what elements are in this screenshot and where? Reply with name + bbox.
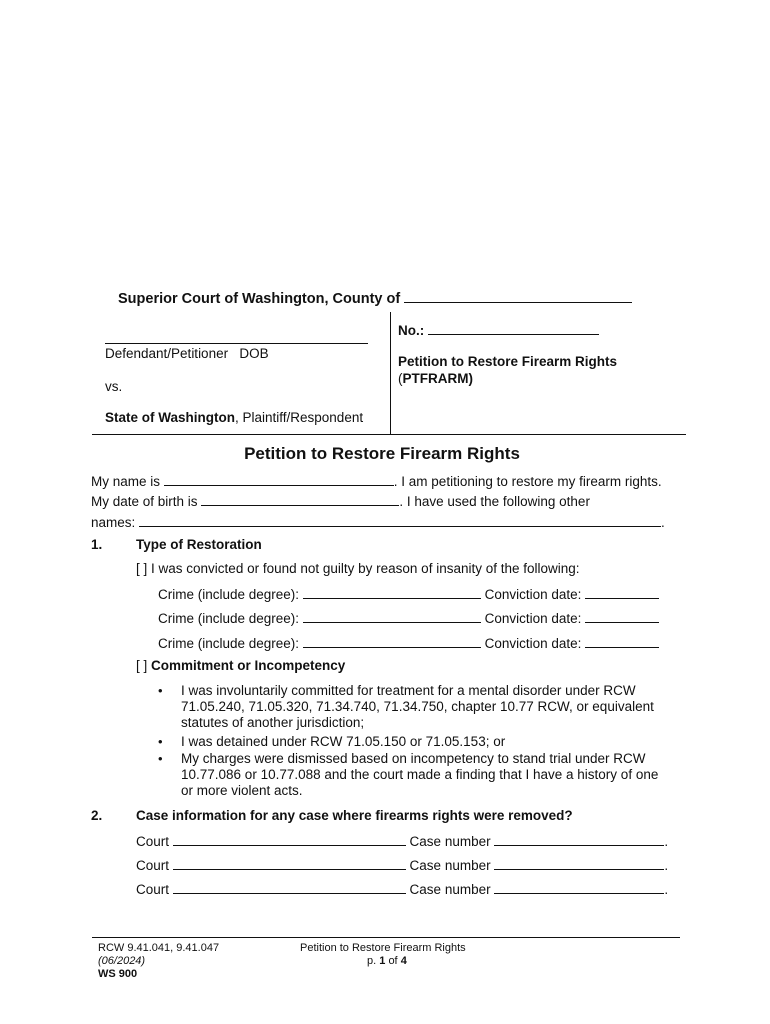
- name-line: My name is . I am petitioning to restore my firearm rights.: [91, 474, 662, 489]
- vs-label: vs.: [105, 379, 123, 394]
- commitment-option: [ ] Commitment or Incompetency: [136, 658, 346, 673]
- conviction-option: [ ] I was convicted or found not guilty by reason of insanity of the following:: [136, 561, 580, 576]
- bullet-line: I was detained under RCW 71.05.150 or 71.05.153; or: [181, 734, 506, 749]
- court-field[interactable]: [173, 832, 406, 846]
- section2-number: 2.: [91, 808, 103, 823]
- section1-heading: Type of Restoration: [136, 537, 262, 552]
- bullet-line: 10.77.086 or 10.77.088 and the court made a finding that I have a history of one: [181, 767, 659, 782]
- footer-rcw: RCW 9.41.041, 9.41.047: [98, 942, 220, 954]
- bullet-line: My charges were dismissed based on incompetency to stand trial under RCW: [181, 751, 646, 766]
- footer-date: (06/2024): [98, 955, 146, 967]
- caption-divider: [390, 312, 391, 434]
- section1-number: 1.: [91, 537, 103, 552]
- bullet-line: statutes of another jurisdiction;: [181, 715, 365, 730]
- bullet-icon: •: [158, 734, 163, 749]
- conviction-date-field[interactable]: [585, 585, 659, 599]
- name-field[interactable]: [164, 472, 394, 486]
- other-names-line: names: .: [91, 515, 665, 530]
- bullet-line: or more violent acts.: [181, 783, 303, 798]
- court-case-row: Court Case number .: [136, 882, 669, 897]
- case-no-field[interactable]: [428, 321, 599, 335]
- case-number-field[interactable]: [494, 832, 664, 846]
- case-number-field[interactable]: [494, 856, 664, 870]
- crime-field[interactable]: [303, 634, 481, 648]
- dob-line: My date of birth is . I have used the following other: [91, 494, 590, 509]
- footer-title: Petition to Restore Firearm Rights: [300, 942, 466, 954]
- caption-bottom-rule: [92, 434, 686, 435]
- commitment-checkbox[interactable]: [ ]: [136, 658, 148, 673]
- dob-field[interactable]: [201, 492, 399, 506]
- crime-field[interactable]: [303, 585, 481, 599]
- footer-page: p. 1 of 4: [367, 955, 407, 967]
- bullet-icon: •: [158, 751, 163, 766]
- defendant-label: Defendant/Petitioner DOB: [105, 346, 269, 361]
- court-heading: Superior Court of Washington, County of: [118, 289, 632, 307]
- page-title: Petition to Restore Firearm Rights: [244, 444, 520, 463]
- bullet-line: 71.05.240, 71.05.320, 71.34.740, 71.34.750, chapter 10.77 RCW, or equivalent: [181, 699, 654, 714]
- court-field[interactable]: [173, 856, 406, 870]
- crime-field[interactable]: [303, 609, 481, 623]
- other-names-field[interactable]: [139, 513, 661, 527]
- case-number-field[interactable]: [494, 880, 664, 894]
- crime-row: Crime (include degree): Conviction date:: [158, 634, 659, 651]
- bullet-icon: •: [158, 683, 163, 698]
- crime-row: Crime (include degree): Conviction date:: [158, 609, 659, 626]
- plaintiff-label: State of Washington, Plaintiff/Respondent: [105, 410, 364, 425]
- crime-row: Crime (include degree): Conviction date:: [158, 585, 659, 602]
- doc-code: (PTFRARM): [398, 371, 473, 386]
- conviction-date-field[interactable]: [585, 609, 659, 623]
- footer-form: WS 900: [98, 968, 138, 980]
- footer-rule: [92, 937, 680, 938]
- section2-heading: Case information for any case where firearms rights were removed?: [136, 808, 573, 823]
- case-no: No.:: [398, 321, 599, 338]
- court-case-row: Court Case number .: [136, 858, 669, 873]
- conviction-checkbox[interactable]: [ ]: [136, 561, 148, 576]
- conviction-date-field[interactable]: [585, 634, 659, 648]
- county-field[interactable]: [404, 289, 632, 303]
- defendant-name-line[interactable]: [105, 343, 368, 344]
- doc-title-line1: Petition to Restore Firearm Rights: [398, 354, 618, 369]
- court-case-row: Court Case number .: [136, 834, 669, 849]
- bullet-line: I was involuntarily committed for treatment for a mental disorder under RCW: [181, 683, 636, 698]
- court-field[interactable]: [173, 880, 406, 894]
